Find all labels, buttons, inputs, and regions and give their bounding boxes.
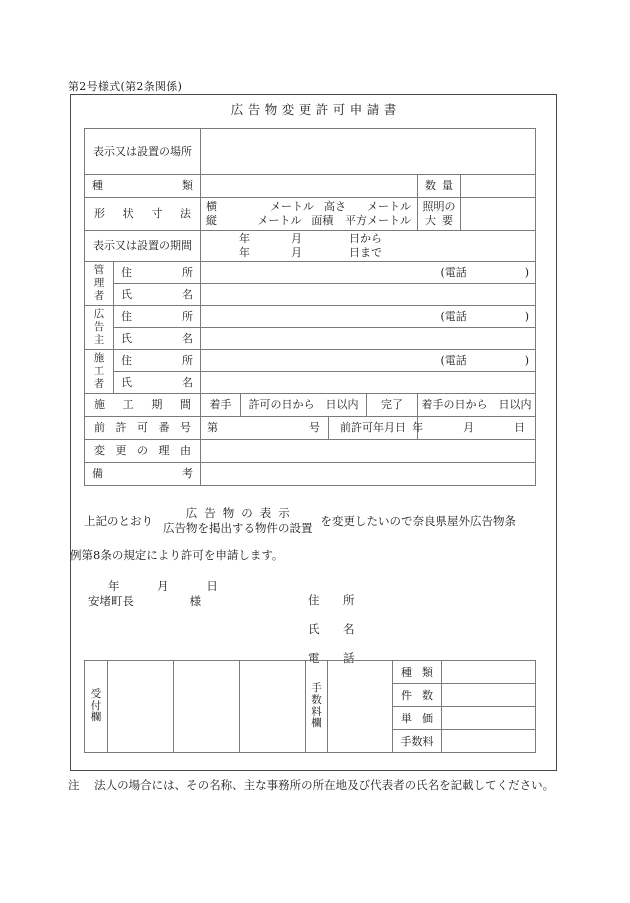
fee-row-label-kind [393,661,442,684]
cell-contractor-name-value[interactable] [201,372,536,394]
advertiser-address-label [114,310,200,324]
manager-phone-group [201,266,535,280]
signature-addressee-line [88,593,201,609]
lighting-label-char-1: 大 [425,214,436,227]
fee-unitprice-label-char-1: 単 [401,712,412,725]
prev-permit-label-char-2: 許 [115,421,127,435]
reason-label-char-3: の [137,444,148,458]
contractor-address-label-char-1: 住 [121,353,132,367]
signature-date-year: 年 [108,579,120,593]
fee-row-label-unitprice [393,707,442,730]
declaration-line-2: 例第8条の規定により許可を申請します。 [70,547,284,562]
signature-date-day: 日 [206,579,218,593]
prev-permit-date-group [412,421,535,435]
fee-kind-label-char-2: 類 [422,666,433,679]
cell-lighting-value[interactable] [461,198,536,231]
prev-permit-prefix: 第 [207,421,218,435]
manager-address-label-char-2: 所 [182,265,193,279]
applicant-address-label[interactable]: 住 所 [308,593,361,607]
period-start-year: 年 [239,232,250,246]
contractor-label-char-1: 施 [93,351,105,364]
cell-construction-finish-value[interactable] [418,394,536,417]
party-label-manager [85,262,114,306]
table-row-remarks [85,463,536,486]
advertiser-address-label-char-2: 所 [182,309,193,323]
fee-label-char-2: 数 [311,693,322,706]
page-title: 広告物変更許可申請書 [230,102,401,117]
cell-manager-name-value[interactable] [201,284,536,306]
cell-advertiser-name-label [114,328,201,350]
period-end-month: 月 [291,246,302,259]
contractor-name-label-char-2: 名 [182,375,193,389]
party-label-contractor [85,350,114,394]
contractor-phone-open: (電話 [440,353,467,367]
signature-date-month: 月 [157,579,169,593]
prev-permit-number-group [201,421,328,435]
remarks-label-char-1: 備 [92,467,103,481]
kind-label [85,179,200,193]
manager-label-char-2: 理 [93,276,105,289]
prev-permit-label-char-3: 可 [137,421,148,435]
receipt-box-3[interactable] [240,661,306,753]
width-unit: メートル [270,200,314,214]
shape-label-char-3: 寸 [151,207,163,221]
lighting-label-char-2: 要 [442,214,453,227]
dimensions-grid [201,199,417,229]
advertiser-phone-group [201,310,535,324]
lighting-label-line-2 [418,214,460,228]
table-row-manager-name [85,284,536,306]
prev-permit-date-label: 前許可年月日 [340,421,406,435]
construction-label-char-2: 工 [122,398,134,412]
prev-permit-year: 年 [412,421,424,435]
fee-row-value-total[interactable] [442,730,536,753]
cell-manager-address-value[interactable] [201,262,536,284]
fee-unitprice-label [393,710,441,726]
cell-reason-label [85,440,201,463]
cell-period-value[interactable] [201,231,536,262]
application-main-table [84,128,536,486]
addressee-honorific: 様 [189,594,202,608]
depth-label: 縦 [206,214,217,227]
table-row-advertiser-address [85,306,536,328]
cell-construction-start-label [201,394,241,417]
manager-name-label-char-1: 氏 [121,287,132,301]
declaration-options [163,506,313,536]
cell-reason-value[interactable] [201,440,536,463]
fee-count-label-char-1: 件 [401,689,412,702]
table-row-contractor-address [85,350,536,372]
period-label: 表示又は設置の期間 [93,239,192,253]
quantity-label [418,179,460,193]
fee-notes-box[interactable] [328,661,393,753]
construction-finish-value: 着手の日から 日以内 [421,398,532,412]
cell-advertiser-address-label [114,306,201,328]
period-row-1 [201,232,535,246]
table-row-prev-permit [85,417,536,440]
table-row-kind [85,175,536,198]
construction-start-label: 着手 [209,398,232,412]
width-label: 横 [206,200,217,214]
prev-permit-month: 月 [463,421,475,435]
location-label: 表示又は設置の場所 [93,144,192,158]
fee-label-char-1: 手 [311,682,322,694]
construction-finish-label: 完了 [381,398,403,412]
kind-label-char-1: 種 [92,179,103,193]
receipt-label-char-2: 付 [90,699,102,712]
cell-prev-permit-label [85,417,201,440]
addressee-name: 安堵町長 [88,594,134,608]
contractor-label-char-2: 工 [93,364,105,377]
cell-remarks-label [85,463,201,486]
prev-permit-label [85,421,200,435]
cell-lighting-label [418,198,461,231]
period-row-2 [201,246,535,260]
contractor-name-label-char-1: 氏 [121,375,132,389]
cell-contractor-name-label [114,372,201,394]
footer-note-text: 法人の場合には、その名称、主な事務所の所在地及び代表者の氏名を記載してください。 [94,778,555,792]
receipt-row-1 [85,661,536,684]
footer-note [68,777,554,793]
fee-kind-label-char-1: 種 [401,666,412,679]
advertiser-phone-close: ) [524,309,530,323]
manager-label-char-1: 管 [93,263,105,276]
prev-permit-day: 日 [514,421,526,435]
fee-row-value-count[interactable] [442,684,536,707]
contractor-phone-close: ) [524,353,530,367]
shape-label-char-2: 状 [122,207,134,221]
declaration-suffix: を変更したいので奈良県屋外広告物条 [320,513,516,528]
receipt-label-char-3: 欄 [90,711,102,724]
cell-location-value[interactable] [201,129,536,175]
receipt-fee-table [84,660,536,753]
declaration-block [70,506,544,563]
cell-dimensions-fields[interactable] [201,198,418,231]
advertiser-name-label-char-2: 名 [182,331,193,345]
cell-manager-name-label [114,284,201,306]
reason-label-char-2: 更 [115,444,127,458]
quantity-label-char-2: 量 [442,179,453,193]
advertiser-phone-open: (電話 [440,309,467,323]
period-end-year: 年 [239,246,250,259]
construction-label-char-1: 施 [94,398,105,412]
shape-label [85,207,200,221]
cell-kind-value[interactable] [201,175,418,198]
cell-prev-permit-date-label [329,417,418,440]
lighting-label-line-1: 照明の [422,200,456,214]
fee-label-char-3: 料 [311,705,322,718]
cell-manager-address-label [114,262,201,284]
prev-permit-suffix: 号 [309,421,320,435]
form-number-label: 第2号様式(第2条関係) [68,80,183,93]
cell-construction-label [85,394,201,417]
fee-row-value-kind[interactable] [442,661,536,684]
prev-permit-label-char-5: 号 [180,421,191,435]
table-row-reason [85,440,536,463]
area-unit: 平方メートル [345,214,411,227]
fee-row-label-total [393,730,442,753]
declaration-option-structure[interactable]: 広告物を掲出する物件の設置 [163,520,313,535]
reason-label-char-4: 理 [158,444,170,458]
declaration-prefix: 上記のとおり [84,513,153,528]
cell-remarks-value[interactable] [201,463,536,486]
depth-unit: メートル [257,214,302,227]
table-row-manager-address [85,262,536,284]
quantity-label-char-1: 数 [425,179,436,193]
advertiser-name-label-char-1: 氏 [121,331,132,345]
cell-construction-finish-label [367,394,418,417]
fee-total-label: 手数料 [400,735,434,748]
construction-label-char-4: 間 [179,398,191,412]
period-start-month: 月 [291,232,302,246]
applicant-name-label[interactable]: 氏 名 [308,622,361,636]
remarks-label [85,467,200,481]
construction-start-value: 許可の日から 日以内 [248,398,359,412]
fee-unitprice-label-char-2: 価 [422,712,433,725]
table-row-period [85,231,536,262]
table-row-dimensions [85,198,536,231]
dimensions-row-2 [201,214,417,228]
receipt-label-char-1: 受 [90,687,102,700]
table-row-contractor-name [85,372,536,394]
advertiser-address-label-char-1: 住 [121,309,132,323]
receipt-box-1[interactable] [108,661,174,753]
period-end-day: 日まで [349,246,382,259]
fee-row-value-unitprice[interactable] [442,707,536,730]
receipt-box-2[interactable] [174,661,240,753]
period-grid [201,231,535,261]
prev-permit-label-char-1: 前 [94,421,105,435]
cell-shape-label [85,198,201,231]
area-label: 面積 [311,214,334,227]
cell-period-label [85,231,201,262]
height-unit: メートル [367,200,411,214]
manager-address-label-char-1: 住 [121,265,132,279]
receipt-column-label [85,661,108,753]
advertiser-label-char-2: 告 [93,320,105,333]
cell-prev-permit-date-value[interactable] [412,417,536,440]
table-row-location [85,129,536,175]
contractor-phone-group [201,354,535,368]
footer-note-mark: 注 [68,778,80,792]
cell-quantity-value[interactable] [461,175,536,198]
applicant-phone-label[interactable]: 電 話 [308,651,361,665]
advertiser-label-char-1: 広 [93,307,105,320]
manager-name-label [114,288,200,302]
shape-label-char-4: 法 [179,207,191,221]
cell-advertiser-address-value[interactable] [201,306,536,328]
period-start-day: 日から [349,232,382,246]
advertiser-label-char-3: 主 [93,334,105,347]
remarks-label-char-2: 考 [182,467,193,481]
height-label: 高さ [324,200,346,214]
cell-contractor-address-value[interactable] [201,350,536,372]
reason-label-char-5: 由 [180,444,191,458]
cell-location-label [85,129,201,175]
fee-count-label [393,687,441,703]
manager-address-label [114,266,200,280]
declaration-option-display[interactable]: 広告物の表示 [185,506,297,520]
prev-permit-label-char-4: 番 [158,421,170,435]
signature-date-line[interactable] [108,578,252,594]
table-row-construction-period [85,394,536,417]
cell-kind-label [85,175,201,198]
contractor-address-label [114,354,200,368]
fee-label-char-4: 欄 [311,717,322,730]
fee-row-label-count [393,684,442,707]
party-label-advertiser [85,306,114,350]
manager-label-char-3: 者 [93,290,105,303]
manager-name-label-char-2: 名 [182,287,193,301]
cell-quantity-label [418,175,461,198]
cell-construction-start-value[interactable] [241,394,367,417]
shape-label-char-1: 形 [94,207,105,221]
table-row-advertiser-name [85,328,536,350]
construction-label-char-3: 期 [151,398,163,412]
cell-contractor-address-label [114,350,201,372]
cell-advertiser-name-value[interactable] [201,328,536,350]
fee-count-label-char-2: 数 [422,689,433,702]
dimensions-row-1 [201,200,417,214]
contractor-name-label [114,376,200,390]
contractor-label-char-3: 者 [93,378,105,391]
cell-prev-permit-number[interactable] [201,417,329,440]
advertiser-name-label [114,332,200,346]
contractor-address-label-char-2: 所 [182,353,193,367]
fee-column-label [306,661,328,753]
construction-label [85,398,200,412]
manager-phone-close: ) [524,265,530,279]
kind-label-char-2: 類 [182,179,193,193]
fee-kind-label [393,664,441,680]
reason-label [85,444,200,458]
reason-label-char-1: 変 [94,444,105,458]
declaration-line-1 [84,506,544,536]
manager-phone-open: (電話 [440,265,467,279]
